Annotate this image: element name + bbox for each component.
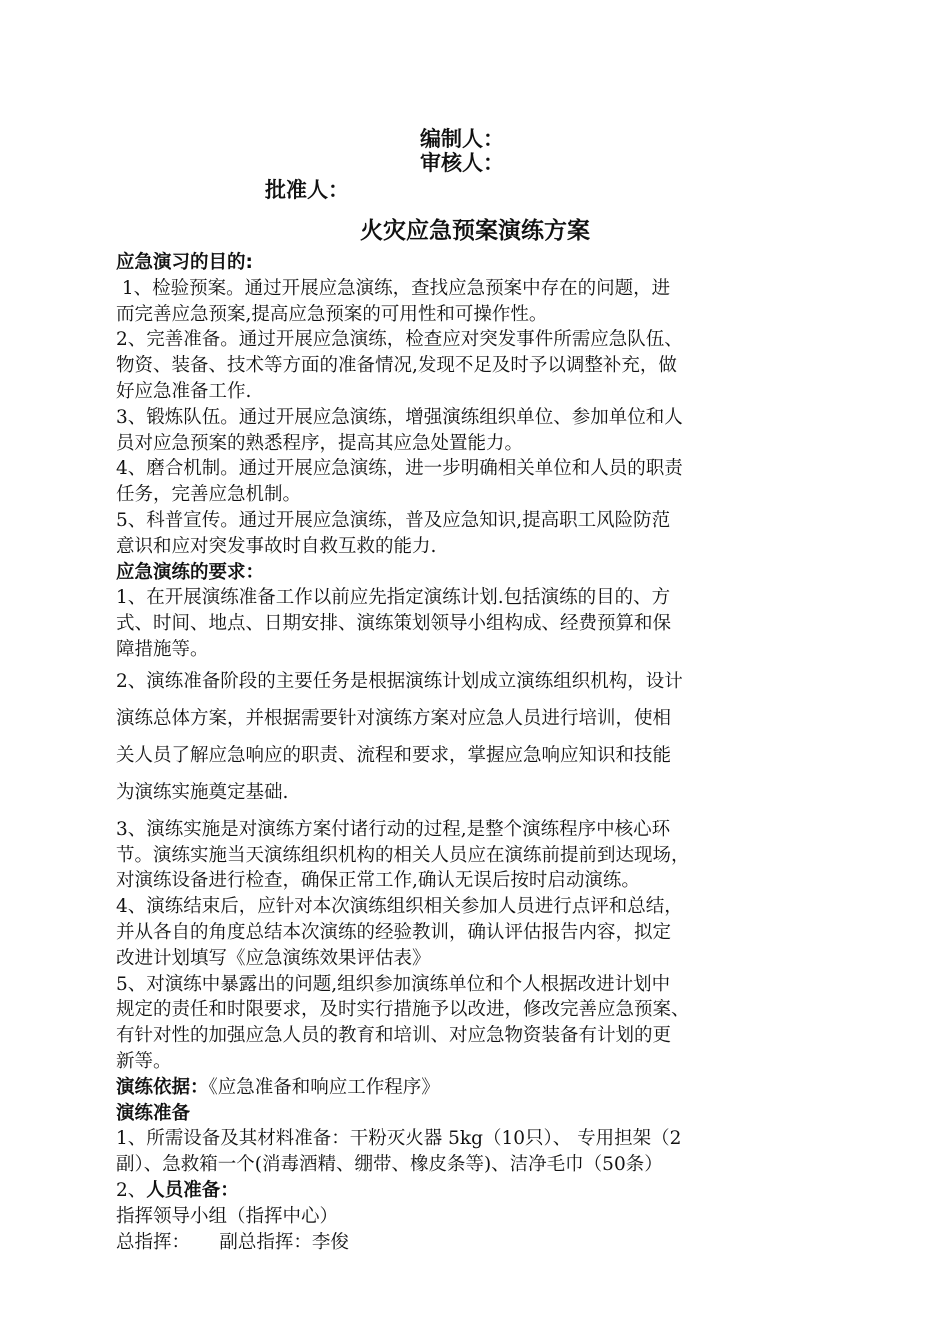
text-line: 5、科普宣传。通过开展应急演练，普及应急知识,提高职工风险防范 [116, 509, 671, 531]
text-line: 3、演练实施是对演练方案付诸行动的过程,是整个演练程序中核心环 [116, 818, 671, 840]
text-line: 好应急准备工作. [116, 380, 252, 402]
text-line: 有针对性的加强应急人员的教育和培训、对应急物资装备有计划的更 [116, 1025, 672, 1047]
document-body [116, 250, 831, 1255]
text-line: 新等。 [116, 1050, 172, 1072]
requirement-1 [116, 585, 831, 662]
personnel-label: 人员准备： [146, 1179, 239, 1201]
text-line: 4、演练结束后，应针对本次演练组织相关参加人员进行点评和总结， [116, 896, 683, 918]
text-line: 改进计划填写《应急演练效果评估表》 [116, 947, 431, 969]
text-line: 关人员了解应急响应的职责、流程和要求，掌握应急响应知识和技能 [116, 744, 672, 766]
text-line: 规定的责任和时限要求，及时实行措施予以改进，修改完善应急预案、 [116, 999, 690, 1021]
text-line: 节。演练实施当天演练组织机构的相关人员应在演练前提前到达现场， [116, 844, 690, 866]
text-line: 任务，完善应急机制。 [116, 484, 302, 506]
purpose-heading: 应急演习的目的: [116, 252, 253, 273]
text-line: 意识和应对突发事故时自救互救的能力. [116, 535, 437, 557]
text-line: 为演练实施奠定基础. [116, 781, 289, 803]
command-group-line: 指挥领导小组（指挥中心） [116, 1205, 339, 1227]
text-line: 5、对演练中暴露出的问题,组织参加演练单位和个人根据改进计划中 [116, 973, 671, 995]
reviewer-signature-label: 审核人： [420, 151, 504, 175]
document-title: 火灾应急预案演练方案 [360, 218, 590, 244]
purpose-section [116, 276, 831, 560]
text-line: 2、完善准备。通过开展应急演练，检查应对突发事件所需应急队伍、 [116, 329, 683, 351]
text-line: 3、锻炼队伍。通过开展应急演练，增强演练组织单位、参加单位和人 [116, 406, 683, 428]
personnel-line [116, 1178, 831, 1204]
text-line: 1、在开展演练准备工作以前应先指定演练计划.包括演练的目的、方 [116, 587, 671, 609]
basis-line [116, 1075, 831, 1101]
text-line: 4、磨合机制。通过开展应急演练，进一步明确相关单位和人员的职责 [116, 458, 683, 480]
text-line: 演练总体方案，并根据需要针对演练方案对应急人员进行培训，使相 [116, 707, 672, 729]
text-line: 而完善应急预案,提高应急预案的可用性和可操作性。 [116, 303, 548, 325]
text-line: 副）、急救箱一个(消毒酒精、绷带、橡皮条等)、洁净毛巾（50条） [116, 1154, 663, 1176]
text-line: 障措施等。 [116, 638, 209, 660]
personnel-prefix: 2、 [116, 1179, 147, 1201]
text-line: 物资、装备、技术等方面的准备情况,发现不足及时予以调整补充，做 [116, 355, 677, 377]
commander-line: 总指挥： 副总指挥：李俊 [116, 1231, 349, 1253]
basis-value: 《应急准备和响应工作程序》 [208, 1076, 440, 1098]
preparation-heading: 演练准备 [116, 1102, 191, 1124]
text-line: 员对应急预案的熟悉程序，提高其应急处置能力。 [116, 432, 524, 454]
equipment-preparation [116, 1126, 831, 1178]
editor-signature-label: 编制人： [420, 127, 504, 151]
text-line: 2、演练准备阶段的主要任务是根据演练计划成立演练组织机构，设计 [116, 670, 683, 692]
text-line: 对演练设备进行检查，确保正常工作,确认无误后按时启动演练。 [116, 870, 640, 892]
requirement-2 [116, 663, 831, 811]
approver-signature-label: 批准人： [265, 178, 349, 202]
text-line: 1、所需设备及其材料准备：干粉灭火器 5kg（10只）、 专用担架（2 [116, 1128, 682, 1150]
text-line: 并从各自的角度总结本次演练的经验教训，确认评估报告内容，拟定 [116, 921, 672, 943]
requirements-3-5 [116, 817, 831, 1075]
requirements-heading: 应急演练的要求： [116, 561, 265, 583]
text-line: 1、检验预案。通过开展应急演练，查找应急预案中存在的问题，进 [116, 277, 671, 299]
basis-label: 演练依据： [116, 1076, 209, 1098]
text-line: 式、时间、地点、日期安排、演练策划领导小组构成、经费预算和保 [116, 613, 672, 635]
